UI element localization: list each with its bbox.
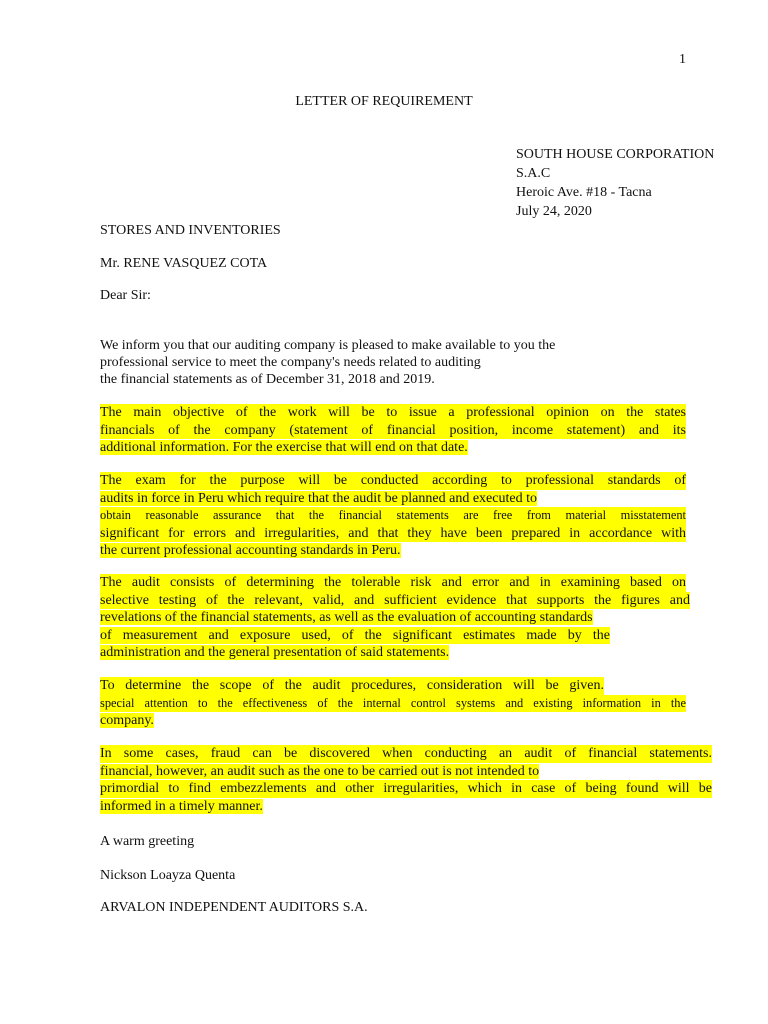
letter-date: July 24, 2020 [516,204,592,219]
paragraph-line: financial, however, an audit such as the one to be carried out is not intended to [100,763,540,779]
recipient-company-line1: SOUTH HOUSE CORPORATION [516,147,715,162]
paragraph-line: financials of the company (statement of financial position, income statement) and its [100,422,686,438]
recipient-company-line2: S.A.C [516,166,551,181]
firm-name: ARVALON INDEPENDENT AUDITORS S.A. [100,900,368,915]
intro-line: the financial statements as of December 31, 2018 and 2019. [100,372,435,387]
paragraph-line: The main objective of the work will be to issue a professional opinion on the states [100,405,686,420]
paragraph-line: primordial to find embezzlements and other irregularities, which in case of being found will be [100,781,712,796]
intro-line: professional service to meet the company's needs related to auditing [100,355,481,370]
paragraph-line: additional information. For the exercise that will end on that date. [100,440,468,455]
recipient-address: Heroic Ave. #18 - Tacna [516,185,652,200]
paragraph-line: revelations of the financial statements, as well as the evaluation of accounting standards [100,610,593,625]
department-heading: STORES AND INVENTORIES [100,223,281,238]
paragraph-line: To determine the scope of the audit procedures, consideration will be given. [100,678,604,693]
paragraph-line: audits in force in Peru which require that the audit be planned and executed to [100,490,537,506]
highlighted-paragraph [100,404,686,457]
letter-title: LETTER OF REQUIREMENT [295,94,473,109]
addressee-name: Mr. RENE VASQUEZ COTA [100,256,268,271]
paragraph-line: the current professional accounting standards in Peru. [100,543,401,558]
highlighted-paragraph [100,677,686,730]
paragraph-line: of measurement and exposure used, of the significant estimates made by the [100,627,610,643]
paragraph-line: special attention to the effectiveness of the internal control systems and existing information in the [100,695,686,713]
signatory-name: Nickson Loayza Quenta [100,868,236,883]
paragraph-line: The audit consists of determining the tolerable risk and error and in examining based on [100,575,686,590]
paragraph-line: obtain reasonable assurance that the financial statements are free from material misstatement [100,507,686,525]
paragraph-line: company. [100,713,154,728]
highlighted-paragraph [100,745,712,815]
intro-line: We inform you that our auditing company is pleased to make available to you the [100,338,556,353]
paragraph-line: administration and the general presentation of said statements. [100,645,450,660]
highlighted-paragraph [100,574,690,662]
closing-greeting: A warm greeting [100,834,195,849]
highlighted-paragraph [100,472,686,560]
paragraph-line: significant for errors and irregularities, and that they have been prepared in accordance with [100,525,686,541]
paragraph-line: The exam for the purpose will be conducted according to professional standards of [100,473,686,488]
paragraph-line: informed in a timely manner. [100,798,263,814]
paragraph-line: In some cases, fraud can be discovered when conducting an audit of financial statements. [100,746,712,761]
salutation: Dear Sir: [100,288,151,303]
paragraph-line: selective testing of the relevant, valid, and sufficient evidence that supports the figures and [100,592,690,608]
page-number: 1 [679,52,686,67]
